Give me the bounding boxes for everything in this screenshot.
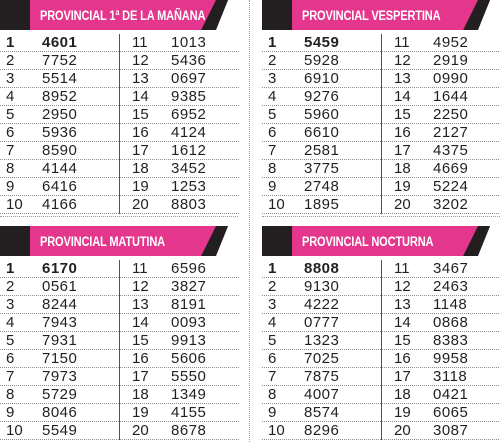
result-position: 2 <box>6 52 15 69</box>
result-position: 13 <box>394 70 411 87</box>
result-row <box>262 106 381 124</box>
result-number: 9130 <box>304 278 340 295</box>
result-position: 20 <box>132 422 149 439</box>
result-number: 9276 <box>304 88 340 105</box>
result-position: 6 <box>268 350 277 367</box>
result-row <box>120 142 239 160</box>
result-row <box>262 386 381 404</box>
result-row <box>120 314 239 332</box>
panel-title: PROVINCIAL VESPERTINA <box>302 8 441 23</box>
result-row <box>382 368 500 386</box>
result-position: 19 <box>132 404 149 421</box>
result-position: 14 <box>132 314 149 331</box>
result-row <box>0 178 119 196</box>
result-position: 18 <box>394 386 411 403</box>
result-row <box>382 314 500 332</box>
result-row <box>0 70 119 88</box>
result-position: 10 <box>6 196 23 213</box>
result-number: 4155 <box>171 404 207 421</box>
result-row <box>382 34 500 52</box>
result-row <box>382 106 500 124</box>
header-cut-corner <box>216 226 238 256</box>
result-position: 6 <box>6 350 15 367</box>
result-position: 6 <box>6 124 15 141</box>
result-row <box>262 350 381 368</box>
result-position: 9 <box>6 404 15 421</box>
result-position: 16 <box>132 124 149 141</box>
result-number: 1253 <box>171 178 207 195</box>
result-position: 20 <box>394 196 411 213</box>
result-row <box>382 278 500 296</box>
result-number: 6610 <box>304 124 340 141</box>
result-number: 3827 <box>171 278 207 295</box>
result-number: 1323 <box>304 332 340 349</box>
result-row <box>0 52 119 70</box>
panel-header <box>0 0 238 30</box>
result-position: 12 <box>394 52 411 69</box>
panel-header <box>262 226 500 256</box>
result-number: 2748 <box>304 178 340 195</box>
result-number: 7752 <box>42 52 78 69</box>
result-number: 4007 <box>304 386 340 403</box>
result-position: 1 <box>268 34 277 51</box>
result-row <box>120 70 239 88</box>
result-number: 9958 <box>433 350 469 367</box>
result-position: 16 <box>394 124 411 141</box>
result-number: 5606 <box>171 350 207 367</box>
results-column-left <box>262 34 381 214</box>
result-position: 17 <box>394 368 411 385</box>
result-number: 5729 <box>42 386 78 403</box>
results-column-right <box>381 34 500 214</box>
result-position: 1 <box>268 260 277 277</box>
result-row <box>120 52 239 70</box>
result-row <box>262 368 381 386</box>
result-position: 15 <box>394 106 411 123</box>
result-number: 3775 <box>304 160 340 177</box>
result-position: 14 <box>132 88 149 105</box>
result-position: 10 <box>268 422 285 439</box>
result-position: 19 <box>394 404 411 421</box>
result-row <box>382 332 500 350</box>
result-row <box>0 296 119 314</box>
result-position: 17 <box>132 142 149 159</box>
result-row <box>120 368 239 386</box>
result-number: 1013 <box>171 34 207 51</box>
result-position: 7 <box>268 368 277 385</box>
vertical-divider <box>249 0 250 442</box>
result-row <box>0 260 119 278</box>
result-row <box>262 178 381 196</box>
result-row <box>0 404 119 422</box>
result-number: 6910 <box>304 70 340 87</box>
result-number: 7150 <box>42 350 78 367</box>
result-number: 8574 <box>304 404 340 421</box>
result-row <box>0 368 119 386</box>
result-position: 3 <box>6 296 15 313</box>
result-number: 6065 <box>433 404 469 421</box>
result-position: 11 <box>132 34 148 51</box>
panel-title: PROVINCIAL 1ª DE LA MAÑANA <box>40 8 206 23</box>
result-position: 5 <box>268 106 277 123</box>
result-row <box>0 88 119 106</box>
result-row <box>262 124 381 142</box>
results-column-left <box>0 34 119 214</box>
result-position: 1 <box>6 260 15 277</box>
result-row <box>0 196 119 214</box>
result-row <box>382 260 500 278</box>
result-row <box>382 296 500 314</box>
result-position: 20 <box>394 422 411 439</box>
result-position: 13 <box>132 296 149 313</box>
result-row <box>120 34 239 52</box>
results-table <box>262 260 500 439</box>
result-number: 4124 <box>171 124 207 141</box>
result-row <box>382 142 500 160</box>
result-number: 0868 <box>433 314 469 331</box>
result-number: 2950 <box>42 106 78 123</box>
result-row <box>262 260 381 278</box>
result-number: 4222 <box>304 296 340 313</box>
result-row <box>382 160 500 178</box>
result-row <box>262 296 381 314</box>
result-number: 9913 <box>171 332 207 349</box>
result-row <box>0 142 119 160</box>
result-row <box>120 404 239 422</box>
result-number: 5514 <box>42 70 78 87</box>
result-number: 2919 <box>433 52 469 69</box>
result-row <box>120 260 239 278</box>
result-row <box>382 88 500 106</box>
result-number: 8590 <box>42 142 78 159</box>
result-number: 3452 <box>171 160 207 177</box>
result-position: 12 <box>132 52 149 69</box>
panel-title: PROVINCIAL NOCTURNA <box>302 234 434 249</box>
result-position: 15 <box>132 106 149 123</box>
result-number: 4601 <box>42 34 78 51</box>
result-row <box>120 332 239 350</box>
result-position: 8 <box>6 160 15 177</box>
result-row <box>120 124 239 142</box>
horizontal-divider-right <box>262 216 500 217</box>
panel-provincial-vespertina <box>262 0 500 213</box>
header-cut-corner <box>478 0 500 30</box>
result-row <box>120 160 239 178</box>
result-number: 4375 <box>433 142 469 159</box>
result-number: 6596 <box>171 260 207 277</box>
result-number: 5960 <box>304 106 340 123</box>
result-number: 5550 <box>171 368 207 385</box>
result-row <box>382 386 500 404</box>
result-number: 0777 <box>304 314 340 331</box>
result-row <box>120 178 239 196</box>
result-row <box>262 142 381 160</box>
result-position: 8 <box>268 160 277 177</box>
result-number: 6170 <box>42 260 78 277</box>
result-row <box>382 178 500 196</box>
result-number: 7931 <box>42 332 78 349</box>
result-number: 2250 <box>433 106 469 123</box>
result-number: 1644 <box>433 88 469 105</box>
result-number: 7025 <box>304 350 340 367</box>
result-position: 15 <box>394 332 411 349</box>
result-row <box>262 332 381 350</box>
result-row <box>262 88 381 106</box>
result-position: 7 <box>268 142 277 159</box>
result-position: 3 <box>6 70 15 87</box>
result-position: 10 <box>268 196 285 213</box>
result-position: 2 <box>268 52 277 69</box>
result-position: 5 <box>6 332 15 349</box>
result-number: 4144 <box>42 160 78 177</box>
result-row <box>382 70 500 88</box>
result-position: 20 <box>132 196 149 213</box>
result-position: 19 <box>132 178 149 195</box>
result-position: 13 <box>132 70 149 87</box>
result-position: 1 <box>6 34 15 51</box>
result-position: 3 <box>268 296 277 313</box>
result-position: 12 <box>132 278 149 295</box>
result-position: 7 <box>6 142 15 159</box>
result-row <box>0 386 119 404</box>
results-table <box>0 34 238 213</box>
result-number: 2127 <box>433 124 469 141</box>
result-position: 11 <box>394 34 410 51</box>
result-row <box>120 350 239 368</box>
result-position: 5 <box>6 106 15 123</box>
panel-header <box>262 0 500 30</box>
result-row <box>382 350 500 368</box>
result-row <box>262 160 381 178</box>
result-number: 5436 <box>171 52 207 69</box>
result-position: 15 <box>132 332 149 349</box>
result-number: 5224 <box>433 178 469 195</box>
result-row <box>262 34 381 52</box>
results-table <box>262 34 500 213</box>
result-position: 4 <box>268 314 277 331</box>
result-number: 0561 <box>42 278 78 295</box>
result-position: 6 <box>268 124 277 141</box>
horizontal-divider-left <box>0 216 238 217</box>
result-position: 8 <box>6 386 15 403</box>
result-position: 18 <box>132 160 149 177</box>
results-column-left <box>0 260 119 440</box>
result-number: 4669 <box>433 160 469 177</box>
result-position: 18 <box>132 386 149 403</box>
panel-provincial-primera-manana <box>0 0 238 213</box>
result-row <box>120 106 239 124</box>
result-number: 3467 <box>433 260 469 277</box>
result-number: 4166 <box>42 196 78 213</box>
result-position: 11 <box>132 260 148 277</box>
result-row <box>382 124 500 142</box>
panel-provincial-nocturna <box>262 226 500 439</box>
result-position: 7 <box>6 368 15 385</box>
result-row <box>120 196 239 214</box>
result-position: 19 <box>394 178 411 195</box>
result-row <box>0 160 119 178</box>
result-position: 9 <box>6 178 15 195</box>
result-row <box>382 196 500 214</box>
result-position: 2 <box>6 278 15 295</box>
result-number: 5936 <box>42 124 78 141</box>
result-position: 4 <box>268 88 277 105</box>
result-row <box>120 278 239 296</box>
result-row <box>382 422 500 440</box>
result-number: 4952 <box>433 34 469 51</box>
result-row <box>120 386 239 404</box>
result-position: 17 <box>132 368 149 385</box>
result-position: 2 <box>268 278 277 295</box>
result-position: 17 <box>394 142 411 159</box>
result-number: 8808 <box>304 260 340 277</box>
result-position: 8 <box>268 386 277 403</box>
result-number: 1349 <box>171 386 207 403</box>
result-number: 8046 <box>42 404 78 421</box>
results-column-right <box>119 34 239 214</box>
result-row <box>0 314 119 332</box>
panel-header <box>0 226 238 256</box>
result-number: 2463 <box>433 278 469 295</box>
result-row <box>0 34 119 52</box>
result-row <box>262 404 381 422</box>
result-number: 8244 <box>42 296 78 313</box>
result-position: 14 <box>394 88 411 105</box>
result-number: 3202 <box>433 196 469 213</box>
result-row <box>0 422 119 440</box>
result-number: 7973 <box>42 368 78 385</box>
result-row <box>262 196 381 214</box>
result-row <box>262 314 381 332</box>
result-number: 8678 <box>171 422 207 439</box>
results-table <box>0 260 238 439</box>
result-number: 5459 <box>304 34 340 51</box>
result-number: 6952 <box>171 106 207 123</box>
result-number: 0421 <box>433 386 469 403</box>
result-row <box>0 124 119 142</box>
panel-provincial-matutina <box>0 226 238 439</box>
result-row <box>0 106 119 124</box>
result-row <box>382 404 500 422</box>
result-number: 3087 <box>433 422 469 439</box>
result-number: 3118 <box>433 368 468 385</box>
results-column-right <box>381 260 500 440</box>
result-number: 9385 <box>171 88 207 105</box>
result-position: 12 <box>394 278 411 295</box>
result-number: 0093 <box>171 314 207 331</box>
result-row <box>0 332 119 350</box>
result-position: 9 <box>268 404 277 421</box>
result-row <box>120 88 239 106</box>
result-position: 16 <box>132 350 149 367</box>
result-position: 5 <box>268 332 277 349</box>
result-position: 16 <box>394 350 411 367</box>
result-position: 4 <box>6 88 15 105</box>
result-number: 8383 <box>433 332 469 349</box>
result-row <box>262 70 381 88</box>
result-position: 14 <box>394 314 411 331</box>
result-number: 2581 <box>304 142 340 159</box>
result-position: 10 <box>6 422 23 439</box>
result-number: 7875 <box>304 368 340 385</box>
result-number: 8952 <box>42 88 78 105</box>
result-number: 7943 <box>42 314 78 331</box>
results-column-left <box>262 260 381 440</box>
result-position: 18 <box>394 160 411 177</box>
results-column-right <box>119 260 239 440</box>
result-number: 8296 <box>304 422 340 439</box>
result-position: 11 <box>394 260 410 277</box>
header-cut-corner <box>478 226 500 256</box>
result-number: 1148 <box>433 296 468 313</box>
result-row <box>382 52 500 70</box>
result-number: 8191 <box>171 296 207 313</box>
result-number: 1895 <box>304 196 340 213</box>
result-number: 5549 <box>42 422 78 439</box>
result-number: 0990 <box>433 70 469 87</box>
result-row <box>262 422 381 440</box>
result-row <box>0 350 119 368</box>
header-cut-corner <box>216 0 238 30</box>
result-number: 5928 <box>304 52 340 69</box>
panel-title: PROVINCIAL MATUTINA <box>40 234 166 249</box>
result-row <box>120 296 239 314</box>
result-row <box>0 278 119 296</box>
result-position: 13 <box>394 296 411 313</box>
result-position: 9 <box>268 178 277 195</box>
result-number: 6416 <box>42 178 78 195</box>
result-position: 4 <box>6 314 15 331</box>
result-row <box>120 422 239 440</box>
result-row <box>262 278 381 296</box>
result-row <box>262 52 381 70</box>
result-position: 3 <box>268 70 277 87</box>
result-number: 8803 <box>171 196 207 213</box>
result-number: 1612 <box>171 142 207 159</box>
result-number: 0697 <box>171 70 207 87</box>
